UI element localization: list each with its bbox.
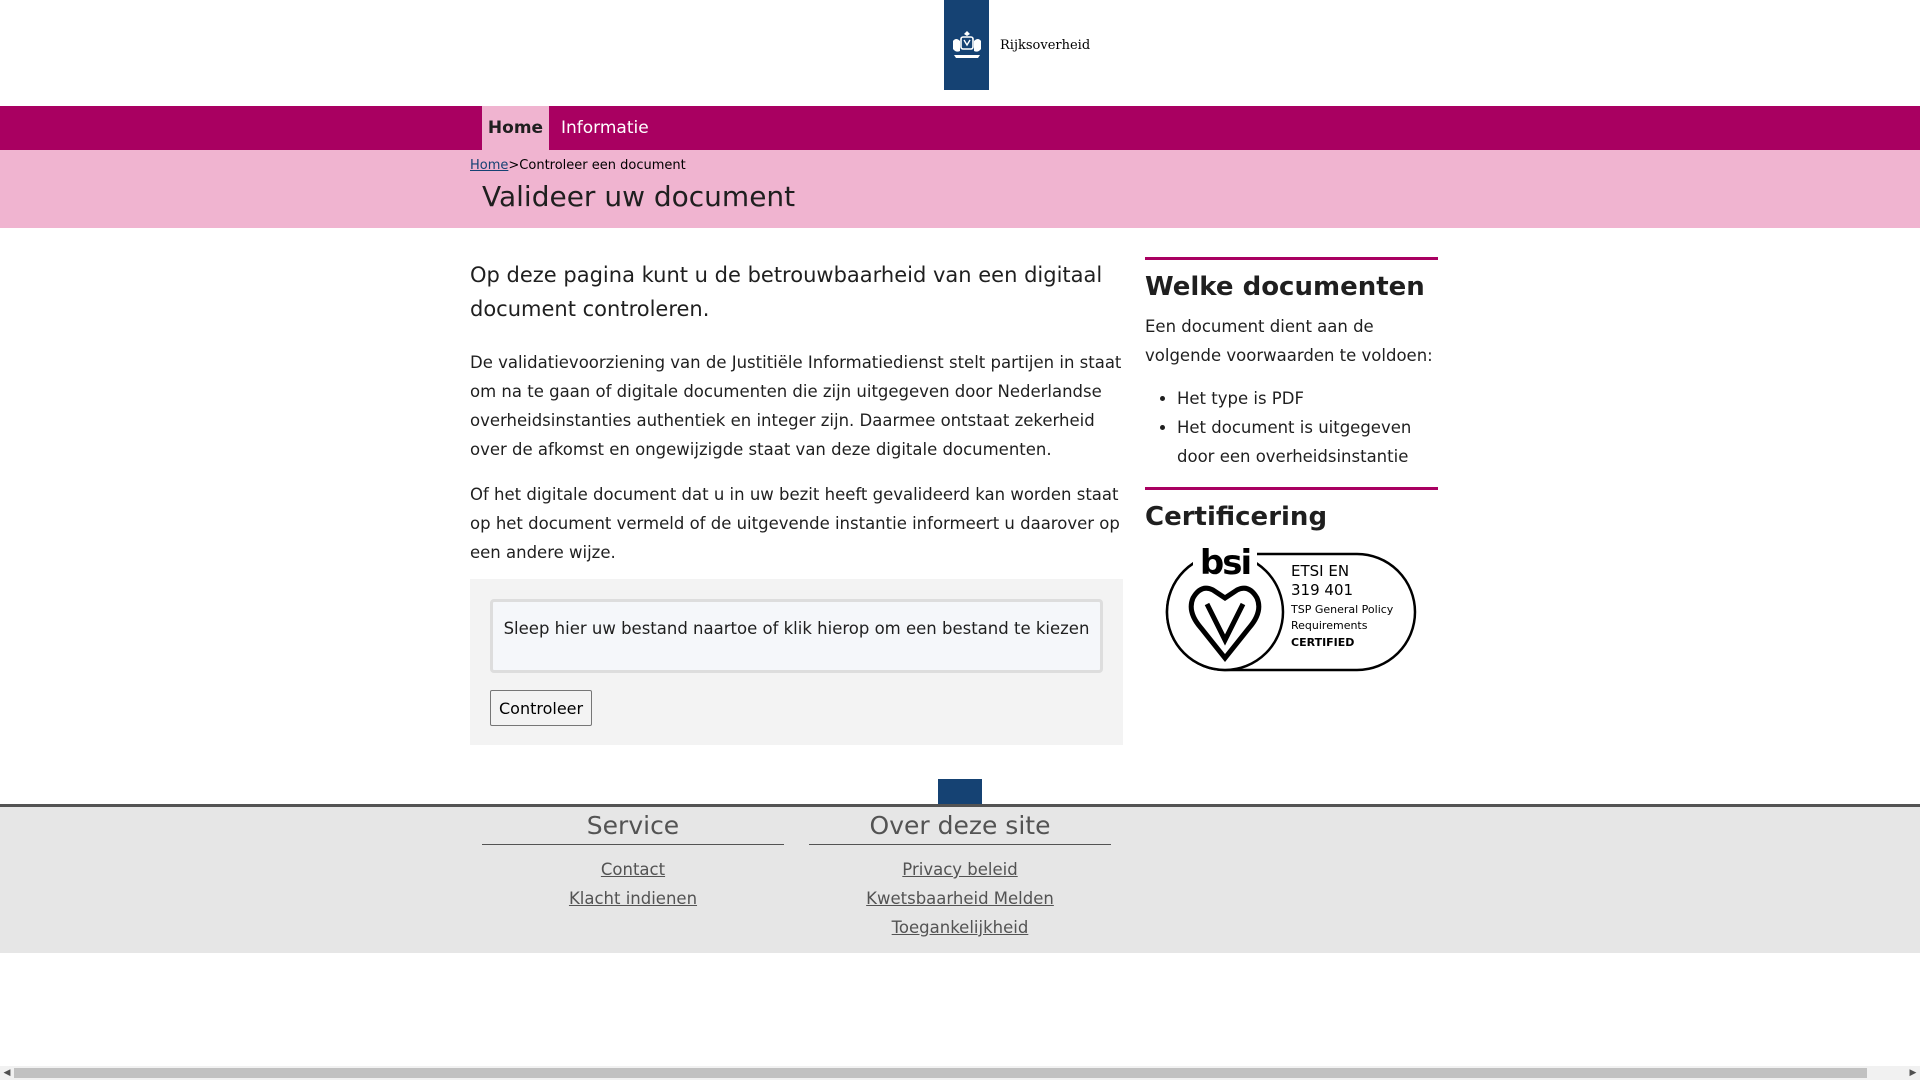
main-navigation: [0, 106, 1920, 150]
page-title: Valideer uw document: [482, 180, 796, 213]
footer-link-contact[interactable]: Contact: [600, 860, 666, 879]
bsi-brand-text: bsi: [1199, 543, 1251, 583]
footer-over-column: [809, 807, 1111, 942]
scroll-left-icon[interactable]: ◀: [3, 1068, 11, 1078]
coat-of-arms-icon: [949, 29, 985, 61]
footer-service-heading: Service: [482, 807, 784, 845]
cert-line-4: Requirements: [1291, 619, 1368, 632]
intro-paragraph-2: Of het digitale document dat u in uw bezit heeft gevalideerd kan worden staat op het document vermeld of de uitgevende instantie informeert u daarover op een andere wijze.: [470, 485, 1120, 562]
cert-line-3: TSP General Policy: [1291, 603, 1394, 616]
footer-link-klacht[interactable]: Klacht indienen: [568, 889, 698, 908]
logo-emblem: [944, 0, 989, 90]
upload-panel: [470, 579, 1123, 745]
breadcrumb: [470, 158, 686, 173]
logo-text: Rijksoverheid: [1000, 37, 1091, 53]
footer-link-toegankelijkheid[interactable]: Toegankelijkheid: [891, 918, 1029, 937]
title-band: [0, 150, 1920, 228]
site-header: [0, 0, 1920, 106]
footer-tab-marker: [938, 779, 982, 805]
breadcrumb-separator: >: [508, 158, 520, 173]
lead-text: Op deze pagina kunt u de betrouwbaarheid van een digitaal document controleren.: [470, 263, 1103, 321]
sidebar: [1145, 257, 1438, 676]
controleer-button[interactable]: Controleer: [490, 690, 592, 726]
scrollbar-thumb[interactable]: [14, 1068, 1867, 1078]
nav-tab-home[interactable]: Home: [482, 106, 549, 150]
breadcrumb-home-link[interactable]: Home: [470, 158, 509, 173]
main-content: [470, 258, 1124, 583]
rijksoverheid-logo[interactable]: [944, 0, 1090, 90]
certification-block: [1145, 487, 1438, 676]
scroll-right-icon[interactable]: ▶: [1909, 1068, 1917, 1078]
site-footer: [0, 804, 1920, 953]
cert-line-2: 319 401: [1291, 581, 1354, 599]
documents-requirements-list: [1145, 384, 1438, 471]
footer-over-heading: Over deze site: [809, 807, 1111, 845]
cert-line-1: ETSI EN: [1291, 562, 1350, 580]
documents-title: Welke documenten: [1145, 272, 1425, 302]
footer-link-privacy[interactable]: Privacy beleid: [902, 860, 1018, 879]
breadcrumb-current: Controleer een document: [519, 158, 686, 173]
certification-title: Certificering: [1145, 502, 1328, 532]
list-item: • Het document is uitgegeven door een overheidsinstantie: [1177, 413, 1438, 471]
footer-link-kwetsbaarheid[interactable]: Kwetsbaarheid Melden: [866, 889, 1054, 908]
horizontal-scrollbar[interactable]: [0, 1066, 1920, 1080]
nav-tab-informatie[interactable]: Informatie: [561, 118, 649, 138]
intro-paragraph-1: De validatievoorziening van de Justitiële Informatiedienst stelt partijen in staat om na te gaan of digitale documenten die zijn uitgegeven door Nederlandse overheidsinstanties authentiek en integer zijn. Daarmee ontstaat zekerheid over de afkomst en ongewijzigde staat van deze digitale documenten.: [470, 353, 1122, 459]
documents-block: [1145, 257, 1438, 471]
file-dropzone[interactable]: Sleep hier uw bestand naartoe of klik hierop om een bestand te kiezen: [490, 599, 1103, 673]
bsi-certification-logo: [1165, 542, 1438, 676]
footer-service-column: [482, 807, 784, 913]
documents-intro: Een document dient aan de volgende voorwaarden te voldoen:: [1145, 317, 1433, 365]
list-item: • Het type is PDF: [1177, 384, 1438, 413]
cert-line-5: CERTIFIED: [1291, 636, 1355, 649]
